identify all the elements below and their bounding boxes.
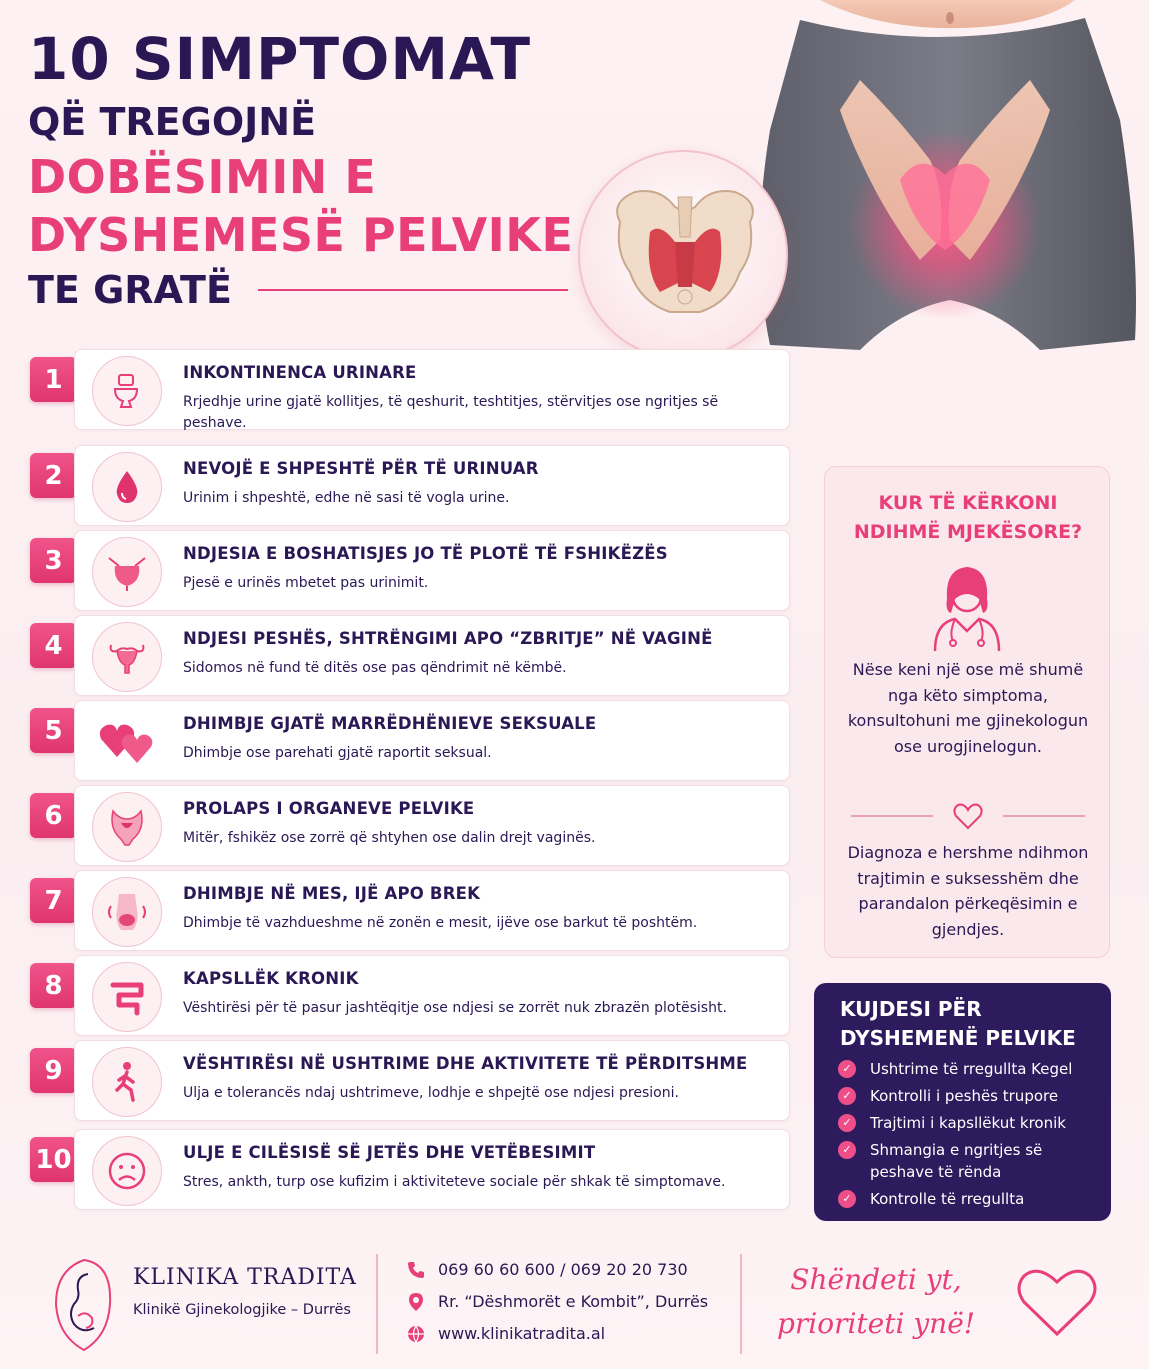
walking-icon (92, 1047, 162, 1117)
back-pain-icon (92, 877, 162, 947)
symptom-row (30, 530, 790, 611)
footer-divider (740, 1254, 742, 1354)
doctor-icon (919, 559, 1015, 655)
toilet-icon (92, 356, 162, 426)
symptom-card (74, 445, 790, 526)
symptom-number: 1 (30, 357, 77, 402)
help-text-2: Diagnoza e hershme ndihmon trajtimin e suksesshëm dhe parandalon përkeqësimin e gjendjes. (847, 843, 1089, 939)
help-title (825, 489, 1111, 547)
symptom-desc: Sidomos në fund të ditës ose pas qëndrimit në këmbë. (183, 660, 567, 676)
globe-icon (406, 1324, 426, 1344)
check-icon: ✓ (838, 1060, 856, 1078)
symptom-number: 3 (30, 538, 77, 583)
care-list (838, 1058, 1098, 1215)
symptom-desc: Dhimbje ose parehati gjatë raportit seksual. (183, 745, 492, 761)
symptom-desc: Rrjedhje urine gjatë kollitjes, të qeshurit, teshtitjes, stërvitjes ose ngritjes së peshave. (183, 394, 719, 431)
title-line-5-wrap (28, 264, 598, 316)
clinic-logo (48, 1254, 120, 1360)
title-line-4: DYSHEMESË PELVIKE (28, 208, 574, 262)
symptom-card (74, 700, 790, 781)
symptom-row (30, 349, 790, 430)
care-title-line-2: DYSHEMENË PELVIKE (840, 1026, 1076, 1050)
slogan-line-1: Shëndeti yt, (790, 1263, 962, 1296)
clinic-name: KLINIKA TRADITA (133, 1265, 357, 1290)
symptom-card (74, 615, 790, 696)
symptom-row (30, 870, 790, 951)
footer-divider (376, 1254, 378, 1354)
symptom-card (74, 870, 790, 951)
symptom-title: INKONTINENCA URINARE (183, 363, 417, 382)
symptom-card (74, 785, 790, 866)
woman-pelvis-illustration (740, 0, 1149, 430)
symptom-number: 9 (30, 1048, 77, 1093)
footer (0, 1238, 1149, 1369)
symptom-row (30, 615, 790, 696)
bladder-icon (92, 537, 162, 607)
symptom-row (30, 1129, 790, 1210)
title-line-1: 10 SIMPTOMAT (28, 25, 532, 93)
symptom-card (74, 1040, 790, 1121)
check-icon: ✓ (838, 1087, 856, 1105)
care-item: ✓ Kontrolle të rregullta (838, 1188, 1098, 1210)
symptom-row (30, 700, 790, 781)
uterus-icon (92, 622, 162, 692)
symptom-desc: Ulja e tolerancës ndaj ushtrimeve, lodhje e shpejtë ose ndjesi presioni. (183, 1085, 679, 1101)
symptom-number: 6 (30, 793, 77, 838)
symptom-row (30, 785, 790, 866)
care-item: ✓ Ushtrime të rregullta Kegel (838, 1058, 1098, 1080)
symptom-number: 10 (30, 1137, 77, 1182)
symptom-row (30, 445, 790, 526)
phone-icon (406, 1260, 426, 1280)
address-row (404, 1290, 724, 1322)
address-text: Rr. “Dëshmorët e Kombit”, Durrës (438, 1292, 709, 1311)
drop-icon (92, 452, 162, 522)
symptom-desc: Dhimbje të vazhdueshme në zonën e mesit, ijëve ose barkut të poshtëm. (183, 915, 698, 931)
symptom-title: DHIMBJE GJATË MARRËDHËNIEVE SEKSUALE (183, 714, 597, 733)
care-item: ✓ Trajtimi i kapsllëkut kronik (838, 1112, 1098, 1134)
care-item: ✓ Shmangia e ngritjes së peshave të rënda (838, 1139, 1098, 1183)
symptom-number: 4 (30, 623, 77, 668)
symptom-desc: Pjesë e urinës mbetet pas urinimit. (183, 575, 429, 591)
medical-help-box (824, 466, 1110, 958)
intestine-icon (92, 962, 162, 1032)
check-icon: ✓ (838, 1114, 856, 1132)
symptom-desc: Vështirësi për të pasur jashtëqitje ose ndjesi se zorrët nuk zbrazën plotësisht. (183, 1000, 727, 1016)
website-row[interactable] (404, 1322, 724, 1354)
check-icon: ✓ (838, 1141, 856, 1159)
symptom-card (74, 349, 790, 430)
title-line-3: DOBËSIMIN E (28, 150, 377, 204)
symptom-title: NEVOJË E SHPESHTË PËR TË URINUAR (183, 459, 539, 478)
care-title-line-1: KUJDESI PËR (840, 997, 982, 1021)
hearts-icon (92, 707, 162, 777)
symptom-title: KAPSLLËK KRONIK (183, 969, 359, 988)
slogan (766, 1258, 986, 1346)
symptom-title: PROLAPS I ORGANEVE PELVIKE (183, 799, 475, 818)
title-rule (258, 289, 568, 291)
clinic-subtitle: Klinikë Gjinekologjike – Durrës (133, 1302, 351, 1318)
pelvis-anatomy-image (578, 150, 788, 360)
check-icon: ✓ (838, 1190, 856, 1208)
title-line-2: QË TREGOJNË (28, 100, 317, 144)
symptom-title: ULJE E CILËSISË SË JETËS DHE VETËBESIMIT (183, 1143, 596, 1162)
pelvis-bone-icon (580, 152, 790, 362)
contact-info (404, 1258, 724, 1354)
sad-face-icon (92, 1136, 162, 1206)
help-divider (851, 801, 1085, 831)
pelvic-care-box (814, 983, 1111, 1221)
symptom-title: NDJESIA E BOSHATISJES JO TË PLOTË TË FSHIKËZËS (183, 544, 668, 563)
symptom-number: 7 (30, 878, 77, 923)
symptom-card (74, 530, 790, 611)
website-link[interactable]: www.klinikatradita.al (438, 1324, 606, 1343)
symptom-number: 8 (30, 963, 77, 1008)
symptom-row (30, 1040, 790, 1121)
heart-outline-icon (1014, 1264, 1100, 1340)
location-pin-icon (406, 1292, 426, 1312)
care-item: ✓ Kontrolli i peshës trupore (838, 1085, 1098, 1107)
pelvic-organs-icon (92, 792, 162, 862)
symptom-row (30, 955, 790, 1036)
symptom-desc: Mitër, fshikëz ose zorrë që shtyhen ose dalin drejt vaginës. (183, 830, 596, 846)
help-title-line-1: KUR TË KËRKONI (878, 492, 1058, 514)
symptom-desc: Urinim i shpeshtë, edhe në sasi të vogla urine. (183, 490, 510, 506)
slogan-line-2: prioriteti ynë! (776, 1307, 976, 1340)
phone-row[interactable] (404, 1258, 724, 1290)
heart-icon (952, 801, 984, 831)
care-title (840, 995, 1076, 1053)
symptom-title: NDJESI PESHËS, SHTRËNGIMI APO “ZBRITJE” NË VAGINË (183, 629, 713, 648)
symptom-card (74, 1129, 790, 1210)
help-title-line-2: NDIHMË MJEKËSORE? (853, 521, 1083, 543)
page-title (28, 22, 598, 316)
title-line-5: TE GRATË (28, 268, 232, 312)
symptom-title: DHIMBJE NË MES, IJË APO BREK (183, 884, 481, 903)
symptom-desc: Stres, ankth, turp ose kufizim i aktiviteteve sociale për shkak të simptomave. (183, 1174, 726, 1190)
symptom-title: VËSHTIRËSI NË USHTRIME DHE AKTIVITETE TË PËRDITSHME (183, 1054, 748, 1073)
phone-text[interactable]: 069 60 60 600 / 069 20 20 730 (438, 1260, 688, 1279)
help-text-1: Nëse keni një ose më shumë nga këto simptoma, konsultohuni me gjinekologun ose urogjinelogun. (847, 660, 1089, 756)
symptom-number: 5 (30, 708, 77, 753)
symptom-card (74, 955, 790, 1036)
symptom-number: 2 (30, 453, 77, 498)
